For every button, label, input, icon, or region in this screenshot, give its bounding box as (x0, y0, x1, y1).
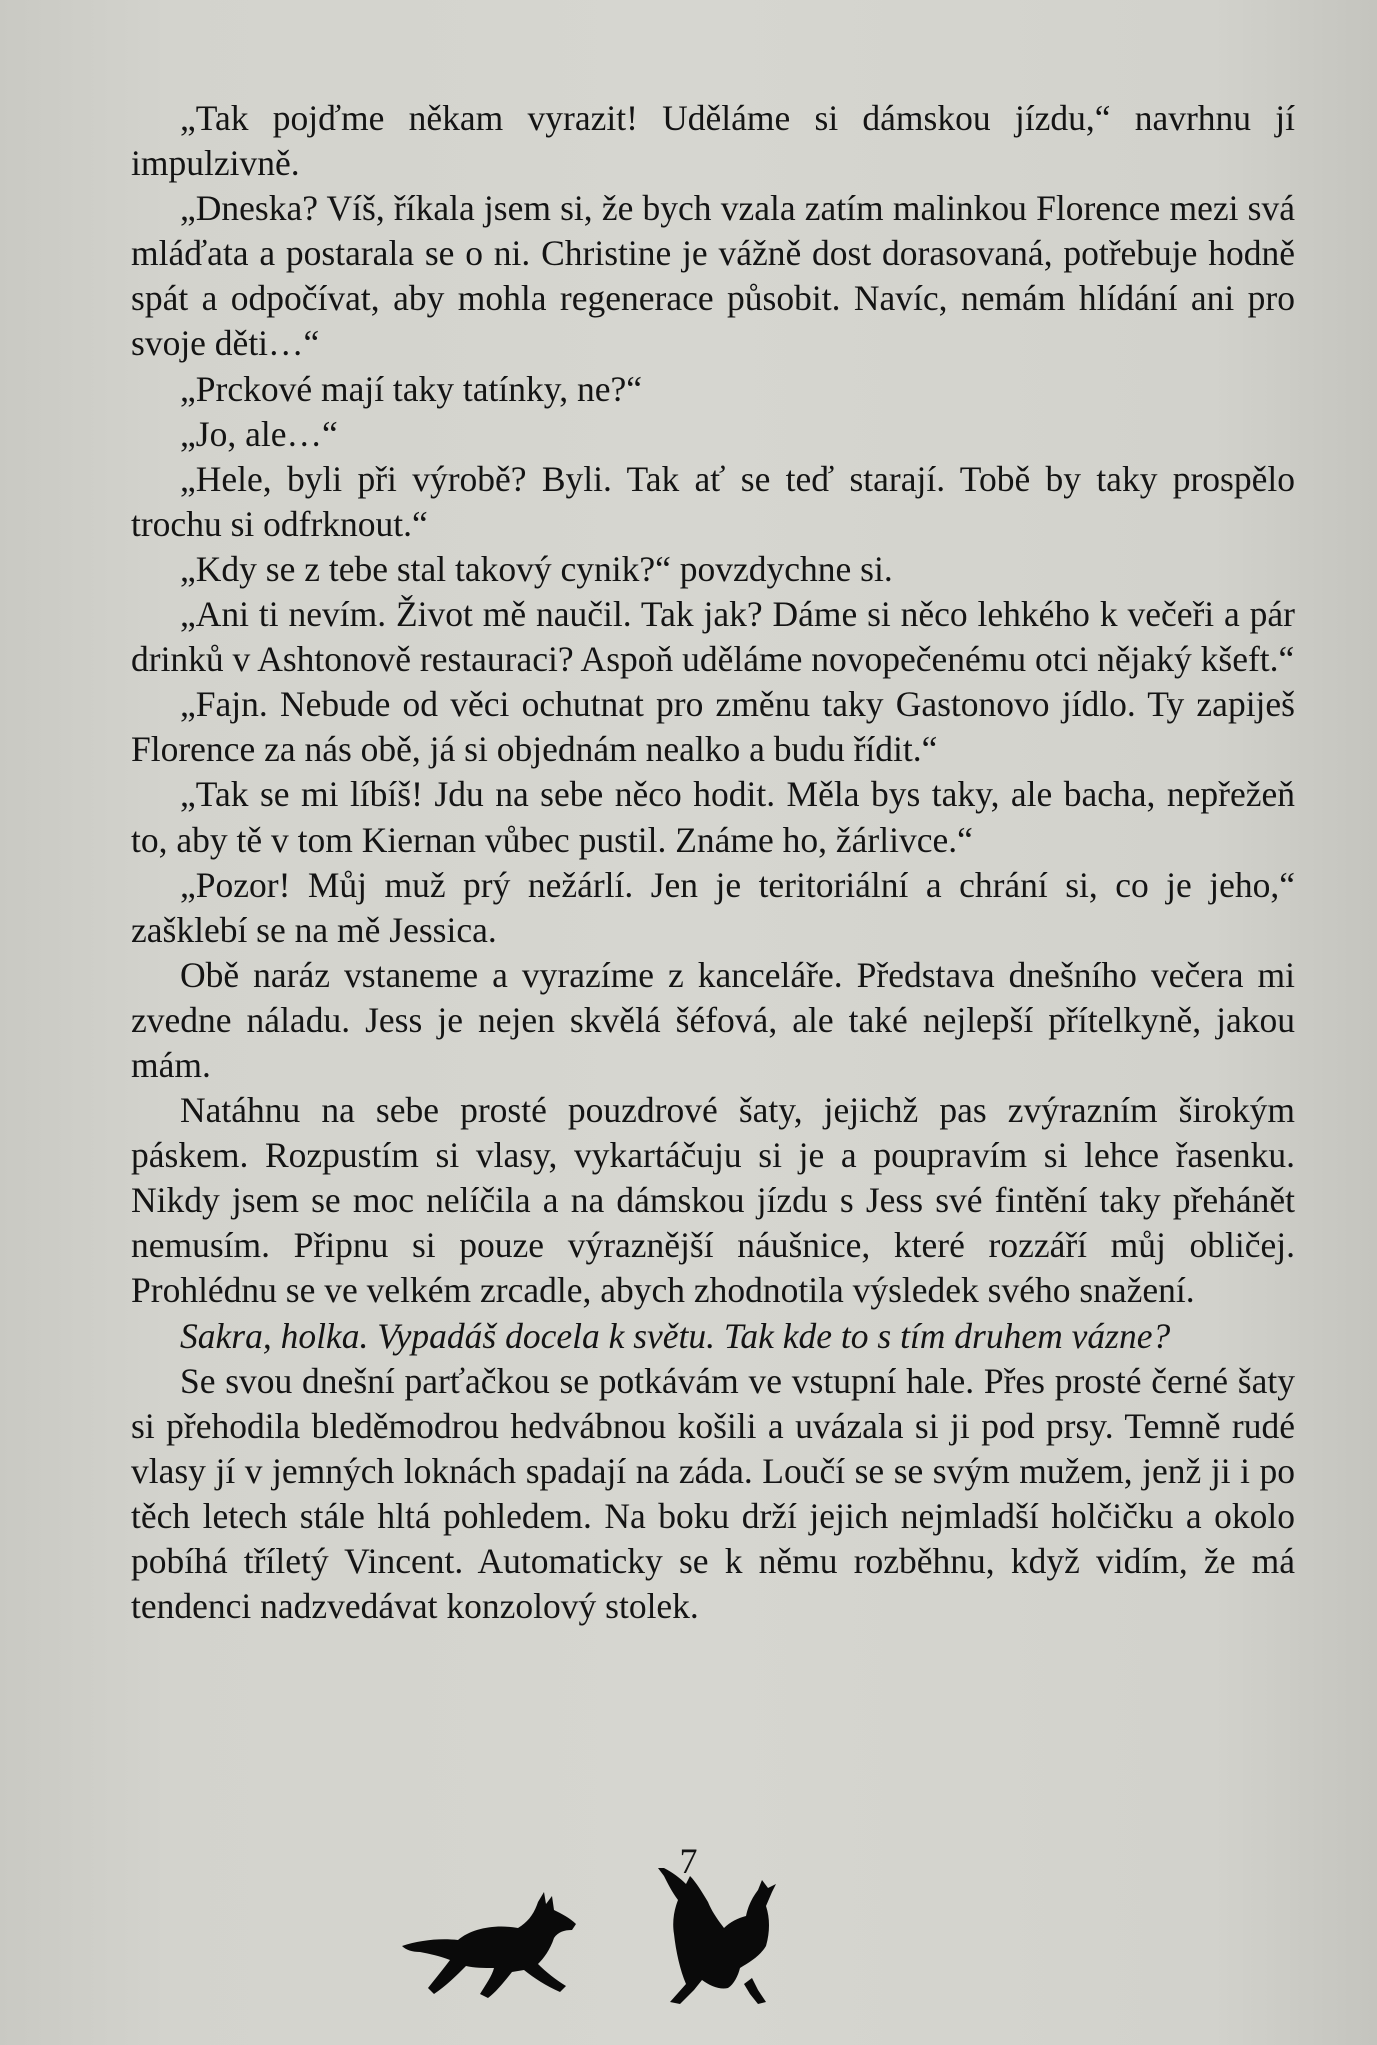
paragraph-13-italic-thought: Sakra, holka. Vypadáš docela k světu. Tak kde to s tím druhem vázne? (180, 1315, 1171, 1356)
paragraph-9: „Tak se mi líbíš! Jdu na sebe něco hodit. Měla bys taky, ale bacha, nepřežeň to, aby tě v tom Kiernan vůbec pustil. Známe ho, žárlivce.“ (131, 774, 1295, 860)
paragraph-11: Obě naráz vstaneme a vyrazíme z kanceláře. Představa dnešního večera mi zvedne náladu. Jess je nejen skvělá šéfová, ale také nejlepší přítelkyně, jakou mám. (131, 954, 1295, 1085)
paragraph-2: „Dneska? Víš, říkala jsem si, že bych vzala zatím malinkou Florence mezi svá mláďata a postarala se o ni. Christine je vážně dost dorasovaná, potřebuje hodně spát a odpočívat, aby mohla regenerace působit. Navíc, nemám hlídání ani pro svoje děti…“ (131, 188, 1295, 364)
paragraph-1: „Tak pojďme někam vyrazit! Uděláme si dámskou jízdu,“ navrhnu jí impulzivně. (131, 98, 1295, 184)
paragraph-8: „Fajn. Nebude od věci ochutnat pro změnu taky Gastonovo jídlo. Ty zapiješ Florence za nás obě, já si objednám nealko a budu řídit.“ (131, 684, 1295, 770)
body-text (131, 96, 1295, 1629)
howling-wolf-icon (650, 1862, 785, 2007)
paragraph-12: Natáhnu na sebe prosté pouzdrové šaty, jejichž pas zvýrazním širokým páskem. Rozpustím si vlasy, vykartáčuju si je a poupravím si lehce řasenku. Nikdy jsem se moc nelíčila a na dámskou jízdu s Jess své fintění taky přehánět nemusím. Připnu si pouze výraznější náušnice, které rozzáří můj obličej. Prohlédnu se ve velkém zrcadle, abych zhodnotila výsledek svého snažení. (131, 1090, 1295, 1311)
paragraph-5: „Hele, byli při výrobě? Byli. Tak ať se teď starají. Tobě by taky prospělo trochu si odfrknout.“ (131, 458, 1295, 544)
paragraph-4: „Jo, ale…“ (180, 413, 338, 454)
paragraph-10: „Pozor! Můj muž prý nežárlí. Jen je teritoriální a chrání si, co je jeho,“ zašklebí se na mě Jessica. (131, 864, 1295, 950)
paragraph-6: „Kdy se z tebe stal takový cynik?“ povzdychne si. (180, 548, 893, 589)
paragraph-7: „Ani ti nevím. Život mě naučil. Tak jak? Dáme si něco lehkého k večeři a pár drinků v Ashtonově restauraci? Aspoň uděláme novopečenému otci nějaký kšeft.“ (131, 594, 1295, 680)
page-number: 7 (679, 1841, 698, 1881)
running-wolf-icon (400, 1888, 580, 2003)
paragraph-14: Se svou dnešní parťačkou se potkávám ve vstupní hale. Přes prosté černé šaty si přehodila bleděmodrou hedvábnou košili a uvázala si ji pod prsy. Temně rudé vlasy jí v jemných loknách spadají na záda. Loučí se se svým mužem, jenž ji i po těch letech stále hltá pohledem. Na boku drží jejich nejmladší holčičku a okolo pobíhá tříletý Vincent. Automaticky se k němu rozběhnu, když vidím, že má tendenci nadzvedávat konzolový stolek. (131, 1360, 1295, 1627)
paragraph-3: „Prckové mají taky tatínky, ne?“ (180, 368, 642, 409)
